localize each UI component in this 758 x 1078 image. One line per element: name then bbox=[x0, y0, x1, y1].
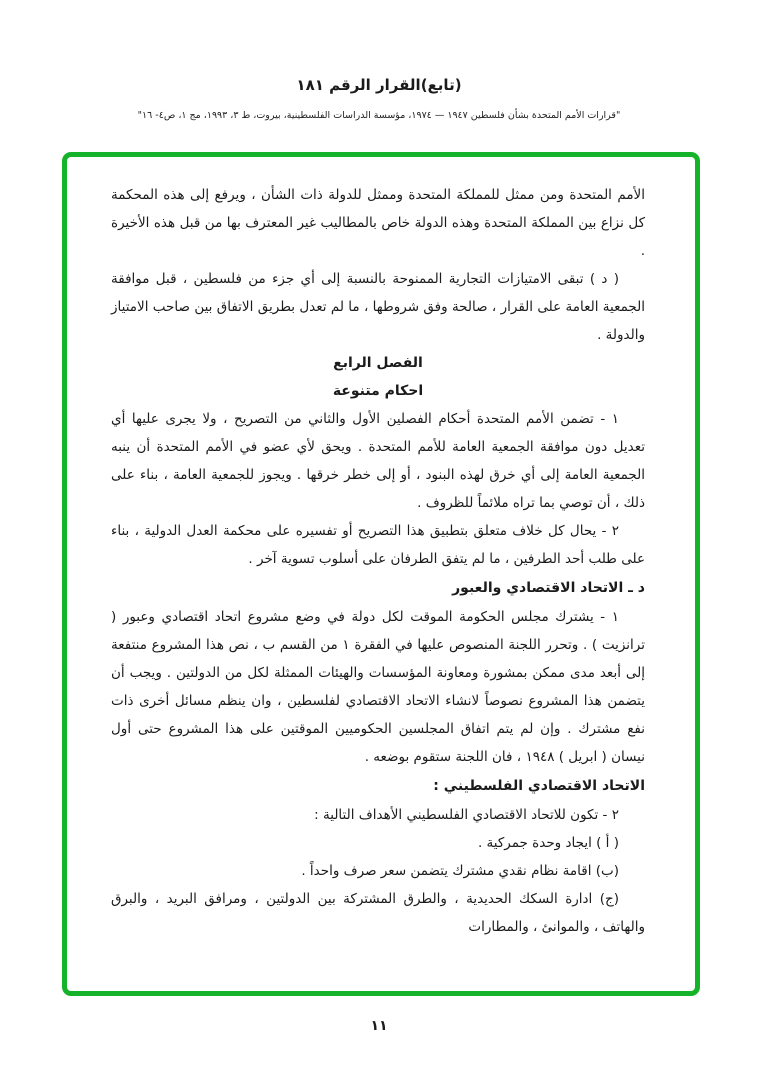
paragraph-continuation: الأمم المتحدة ومن ممثل للمملكة المتحدة وممثل للدولة ذات الشأن ، ويرفع إلى هذه المحكمة كل نزاع بين المملكة المتحدة وهذه الدولة خاص بالمطاليب غير المعترف بها من قبل هذه الأخيرة . bbox=[111, 187, 645, 259]
paragraph-item-2: ٢ - يحال كل خلاف متعلق بتطبيق هذا التصريح أو تفسيره على محكمة العدل الدولية ، بناء على طلب أحد الطرفين ، ما لم يتفق الطرفان على أسلوب تسوية آخر . bbox=[111, 523, 645, 567]
chapter-subheading: احكام متنوعة bbox=[332, 383, 424, 399]
list-item-c: (ج) ادارة السكك الحديدية ، والطرق المشتركة بين الدولتين ، ومرافق البريد ، والبرق والهاتف ، والموانئ ، والمطارات bbox=[111, 891, 645, 935]
resolution-title: (تابع)القرار الرقم ١٨١ bbox=[296, 76, 462, 94]
chapter-heading: الفصل الرابع bbox=[333, 355, 423, 371]
highlight-border-box bbox=[62, 152, 700, 996]
citation-line: "قرارات الأمم المتحدة بشأن فلسطين ١٩٤٧ — ١٩٧٤، مؤسسة الدراسات الفلسطينية، بيروت، ط ٣، ١٩٩٣، مج ١، ص٤- ١٦" bbox=[137, 110, 621, 121]
paragraph-item-1: ١ - تضمن الأمم المتحدة أحكام الفصلين الأول والثاني من التصريح ، ولا يجرى عليها أي تعديل دون موافقة الجمعية العامة للأمم المتحدة . ويحق لأي عضو في الأمم المتحدة أن ينبه الجمعية العامة إلى أي خرق لهذه البنود ، أو إلى خطر خرقها . ويجوز للجمعية العامة ، بناء على ذلك ، أن توصي بما تراه ملائماً للظروف . bbox=[111, 411, 645, 511]
page-number: ١١ bbox=[370, 1018, 388, 1034]
list-item-a: ( أ ) ايجاد وحدة جمركية . bbox=[477, 835, 619, 851]
paragraph-union-1: ١ - يشترك مجلس الحكومة الموقت لكل دولة في وضع مشروع اتحاد اقتصادي وعبور ( ترانزيت ) . وتحرر اللجنة المنصوص عليها في الفقرة ١ من القسم ب ، نص هذا المشروع منتفعة إلى أبعد مدى ممكن بمشورة ومعاونة المؤسسات والهيئات الممثلة لكل من الدولتين . ويجب أن يتضمن هذا المشروع نصوصاً لانشاء الاتحاد الاقتصادي لفلسطين ، وان ينظم مسائل أخرى ذات نفع مشترك . وإن لم يتم اتفاق المجلسين الحكوميين الموقتين على هذا المشروع حتى أول نيسان ( ابريل ) ١٩٤٨ ، فان اللجنة ستقوم بوضعه . bbox=[111, 609, 645, 765]
paragraph-union-2: ٢ - تكون للاتحاد الاقتصادي الفلسطيني الأهداف التالية : bbox=[314, 807, 619, 823]
page-header bbox=[0, 0, 758, 121]
section-heading-economic: الاتحاد الاقتصادي الفلسطيني : bbox=[433, 778, 645, 794]
section-heading-union: د ـ الاتحاد الاقتصادي والعبور bbox=[452, 580, 645, 596]
list-item-b: (ب) اقامة نظام نقدي مشترك يتضمن سعر صرف واحداً . bbox=[301, 863, 619, 879]
paragraph-clause-d: ( د ) تبقى الامتيازات التجارية الممنوحة بالنسبة إلى أي جزء من فلسطين ، قبل موافقة الجمعية العامة على القرار ، صالحة وفق شروطها ، ما لم تعدل بطريق الاتفاق بين صاحب الامتياز والدولة . bbox=[111, 271, 645, 343]
